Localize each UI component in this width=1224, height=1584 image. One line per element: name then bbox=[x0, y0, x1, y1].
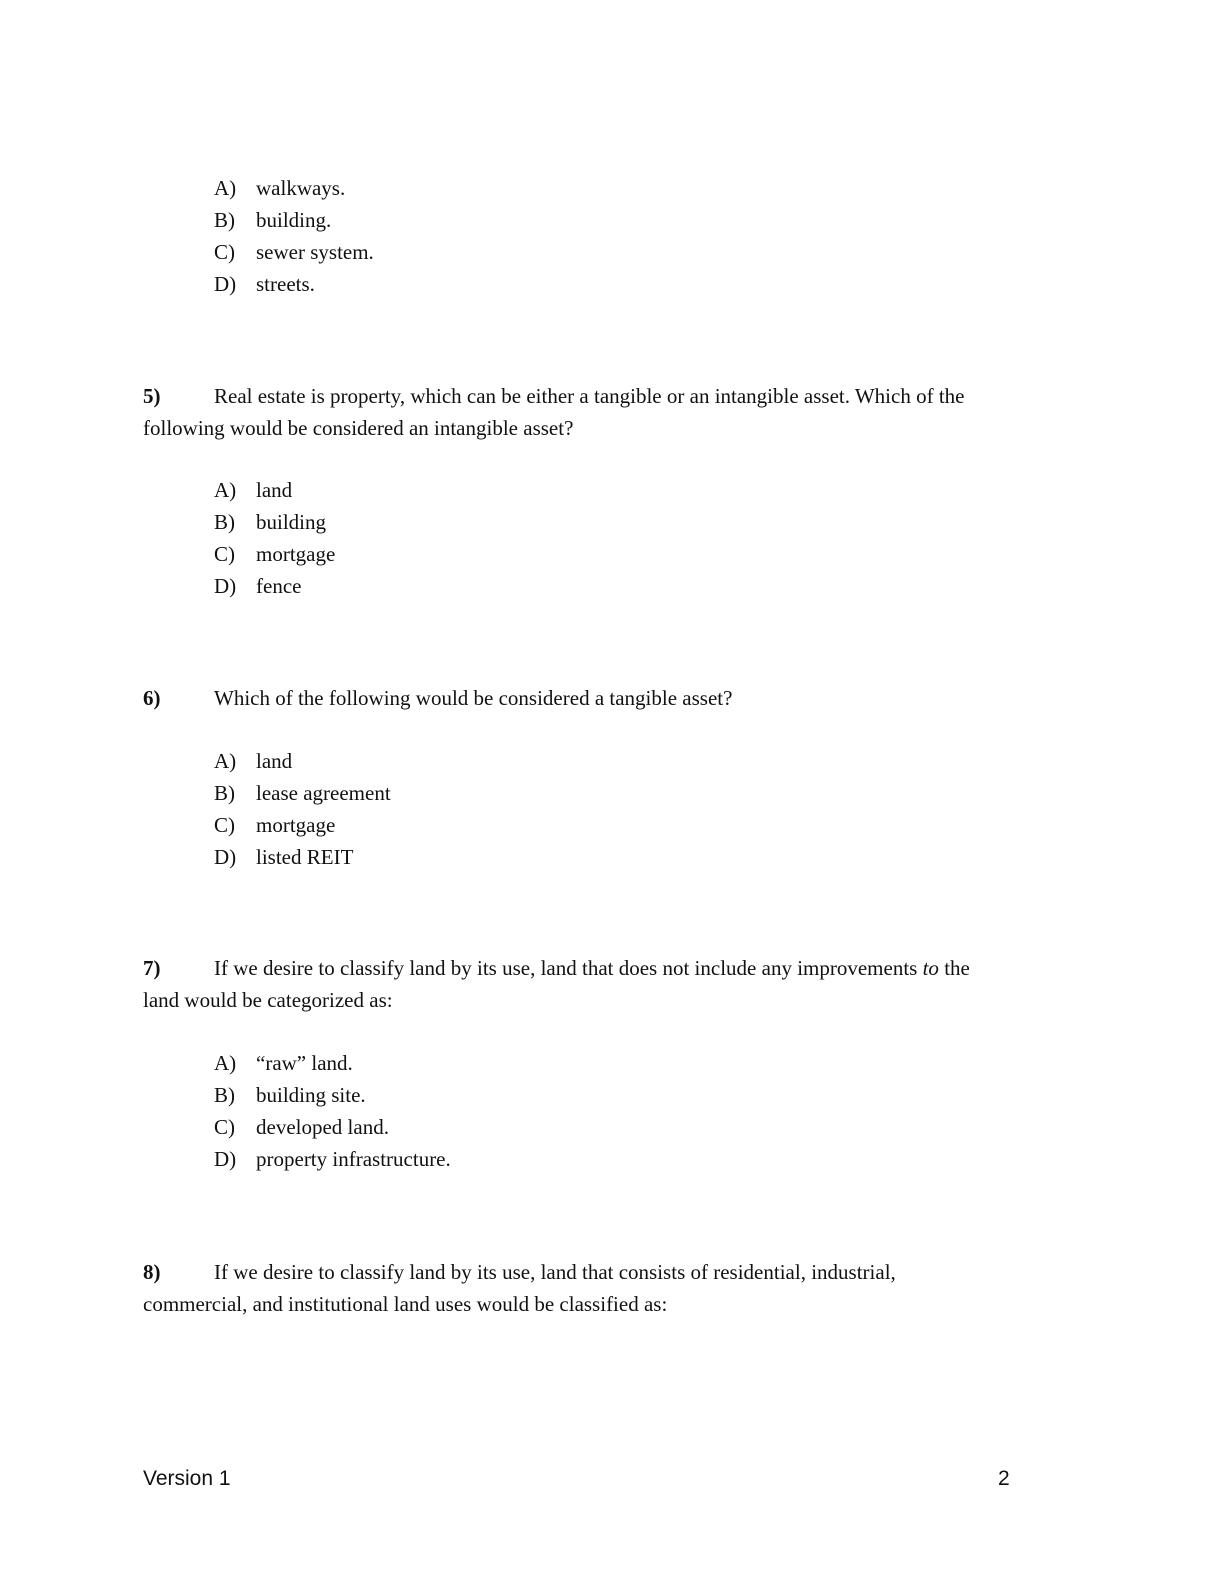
question-6 bbox=[0, 682, 1224, 714]
option-d bbox=[0, 268, 1224, 300]
emphasis-text: to bbox=[922, 956, 939, 980]
question-8 bbox=[0, 1256, 1224, 1320]
option-b bbox=[0, 506, 1224, 538]
question-number: 8) bbox=[143, 1260, 161, 1284]
option-letter: B) bbox=[214, 1083, 235, 1107]
option-c bbox=[0, 538, 1224, 570]
option-text: listed REIT bbox=[256, 845, 354, 869]
option-letter: B) bbox=[214, 510, 235, 534]
option-b bbox=[0, 777, 1224, 809]
option-letter: C) bbox=[214, 813, 235, 837]
option-text: developed land. bbox=[256, 1115, 389, 1139]
question-number: 6) bbox=[143, 686, 161, 710]
option-text: mortgage bbox=[256, 542, 336, 566]
option-text: building bbox=[256, 510, 327, 534]
question-line-start: If we desire to classify land by its use, land that does not include any improvements bbox=[214, 956, 923, 980]
option-letter: D) bbox=[214, 574, 237, 598]
question-line: following would be considered an intangible asset? bbox=[143, 416, 574, 440]
option-text: land bbox=[256, 749, 293, 773]
version-label: Version 1 bbox=[143, 1467, 231, 1490]
page-footer bbox=[0, 1464, 1224, 1494]
option-b bbox=[0, 1079, 1224, 1111]
option-letter: D) bbox=[214, 272, 237, 296]
question-text bbox=[0, 380, 1224, 444]
question-text bbox=[0, 682, 1224, 714]
option-d bbox=[0, 570, 1224, 602]
option-text: “raw” land. bbox=[256, 1051, 353, 1075]
option-d bbox=[0, 841, 1224, 873]
answer-options bbox=[0, 172, 1224, 300]
option-c bbox=[0, 1111, 1224, 1143]
question-5 bbox=[0, 380, 1224, 444]
option-a bbox=[0, 172, 1224, 204]
option-letter: A) bbox=[214, 176, 237, 200]
option-text: sewer system. bbox=[256, 240, 374, 264]
option-text: streets. bbox=[256, 272, 315, 296]
option-letter: C) bbox=[214, 240, 235, 264]
question-line: land would be categorized as: bbox=[143, 988, 393, 1012]
option-b bbox=[0, 204, 1224, 236]
option-text: land bbox=[256, 478, 293, 502]
option-text: walkways. bbox=[256, 176, 346, 200]
option-a bbox=[0, 745, 1224, 777]
question-7-options-block bbox=[0, 1047, 1224, 1175]
option-text: mortgage bbox=[256, 813, 336, 837]
option-text: building site. bbox=[256, 1083, 366, 1107]
option-c bbox=[0, 236, 1224, 268]
option-letter: B) bbox=[214, 208, 235, 232]
question-line bbox=[214, 952, 970, 984]
option-d bbox=[0, 1143, 1224, 1175]
option-c bbox=[0, 809, 1224, 841]
option-letter: A) bbox=[214, 749, 237, 773]
question-text bbox=[0, 1256, 1224, 1320]
option-a bbox=[0, 474, 1224, 506]
option-text: building. bbox=[256, 208, 332, 232]
question-text bbox=[0, 952, 1224, 1016]
option-a bbox=[0, 1047, 1224, 1079]
question-7 bbox=[0, 952, 1224, 1016]
option-text: lease agreement bbox=[256, 781, 391, 805]
question-line: commercial, and institutional land uses would be classified as: bbox=[143, 1292, 668, 1316]
option-letter: D) bbox=[214, 845, 237, 869]
question-5-options-block bbox=[0, 474, 1224, 602]
question-number: 5) bbox=[143, 384, 161, 408]
question-line: Real estate is property, which can be either a tangible or an intangible asset. Which of the bbox=[214, 384, 965, 408]
option-letter: D) bbox=[214, 1147, 237, 1171]
option-letter: A) bbox=[214, 1051, 237, 1075]
page-number: 2 bbox=[998, 1467, 1010, 1490]
question-number: 7) bbox=[143, 956, 161, 980]
option-letter: C) bbox=[214, 542, 235, 566]
option-letter: C) bbox=[214, 1115, 235, 1139]
question-line: Which of the following would be considered a tangible asset? bbox=[214, 686, 733, 710]
question-4-options-block bbox=[0, 172, 1224, 300]
option-text: property infrastructure. bbox=[256, 1147, 451, 1171]
question-line-end: the bbox=[938, 956, 970, 980]
answer-options bbox=[0, 1047, 1224, 1175]
option-text: fence bbox=[256, 574, 302, 598]
option-letter: B) bbox=[214, 781, 235, 805]
answer-options bbox=[0, 474, 1224, 602]
question-6-options-block bbox=[0, 745, 1224, 873]
option-letter: A) bbox=[214, 478, 237, 502]
answer-options bbox=[0, 745, 1224, 873]
question-line: If we desire to classify land by its use, land that consists of residential, industrial, bbox=[214, 1260, 896, 1284]
